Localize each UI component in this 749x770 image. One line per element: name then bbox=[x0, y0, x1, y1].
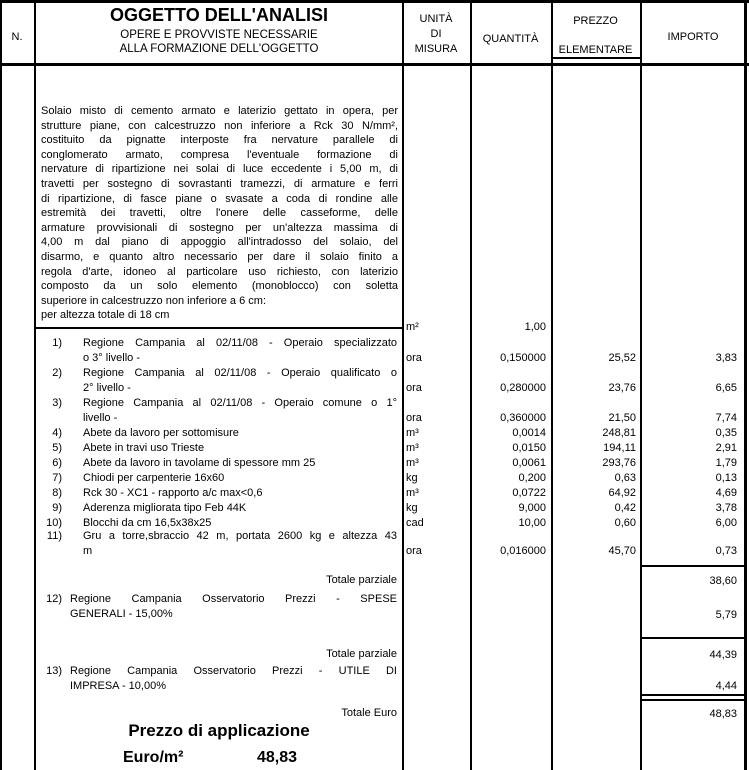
item-description: Abete in travi uso Trieste bbox=[83, 442, 205, 454]
amount-cell: 4,44 bbox=[715, 680, 737, 692]
price-cell: 0,42 bbox=[614, 502, 636, 514]
item-number: 3) bbox=[52, 397, 62, 409]
quantity-cell: 0,0061 bbox=[512, 457, 546, 469]
column-header-unit-line1: UNITÀ bbox=[419, 13, 453, 25]
amount-total-double-rule-b bbox=[640, 699, 746, 701]
quantity-cell: 10,00 bbox=[518, 517, 546, 529]
amount-cell: 44,39 bbox=[709, 649, 737, 661]
item-description: Regione Campania al 02/11/08 - Operaio specializzato bbox=[83, 337, 397, 349]
quantity-cell: 1,00 bbox=[524, 321, 546, 333]
quantity-cell: 0,280000 bbox=[500, 382, 546, 394]
price-cell: 194,11 bbox=[603, 442, 636, 454]
unit-cell: m³ bbox=[406, 442, 419, 454]
item-description: Gru a torre,sbraccio 42 m, portata 2600 kg e altezza 43 bbox=[83, 530, 397, 542]
item-description: Regione Campania Osservatorio Prezzi - UTILE DI bbox=[70, 665, 397, 677]
amount-cell: 3,78 bbox=[715, 502, 737, 514]
price-cell: 293,76 bbox=[602, 457, 636, 469]
partial-total-label: Totale parziale bbox=[326, 648, 397, 660]
item-description: Abete da lavoro per sottomisure bbox=[83, 427, 239, 439]
item-description: Abete da lavoro in tavolame di spessore mm 25 bbox=[83, 457, 316, 469]
item-description-cont: livello - bbox=[83, 412, 118, 424]
description-line: di ripartizione, di fasce piane o svasate a coda di rondine alle bbox=[41, 192, 398, 205]
column-header-unit-line3: MISURA bbox=[414, 43, 458, 55]
description-line: costituito da pignatte interposte fra nervature parallele di bbox=[41, 134, 398, 147]
item-number: 12) bbox=[46, 593, 62, 605]
page-subtitle-line2: ALLA FORMAZIONE DELL'OGGETTO bbox=[119, 43, 319, 55]
description-line: armature provvisionali di sostegno per un'altezza massima di bbox=[41, 221, 398, 234]
item-description-cont: m bbox=[83, 545, 93, 557]
column-header-unit-line2: DI bbox=[430, 28, 442, 40]
description-line: disarmo, e quanto altro necessario per dare il solaio finito a bbox=[41, 250, 398, 263]
amount-cell: 7,74 bbox=[715, 412, 737, 424]
amount-cell: 1,79 bbox=[715, 457, 737, 469]
description-line: strutture piane, con calcestruzzo non inferiore a Rck 30 N/mm², bbox=[41, 119, 398, 132]
item-description: Regione Campania al 02/11/08 - Operaio qualificato o bbox=[83, 367, 397, 379]
amount-cell: 4,69 bbox=[715, 487, 737, 499]
item-description: Rck 30 - XC1 - rapporto a/c max<0,6 bbox=[83, 487, 263, 499]
quantity-cell: 9,000 bbox=[518, 502, 546, 514]
total-euro-label: Totale Euro bbox=[341, 707, 397, 719]
quantity-cell: 0,360000 bbox=[500, 412, 546, 424]
item-number: 7) bbox=[52, 472, 62, 484]
amount-cell: 38,60 bbox=[709, 575, 737, 587]
unit-cell: ora bbox=[406, 352, 422, 364]
item-description: Chiodi per carpenterie 16x60 bbox=[83, 472, 225, 484]
unit-cell: m² bbox=[406, 321, 419, 333]
item-description-cont: IMPRESA - 10,00% bbox=[70, 680, 166, 692]
unit-cell: m³ bbox=[406, 487, 419, 499]
quantity-cell: 0,200 bbox=[518, 472, 546, 484]
partial-total-label: Totale parziale bbox=[326, 574, 397, 586]
page-title: OGGETTO DELL'ANALISI bbox=[110, 5, 328, 25]
page-subtitle-line1: OPERE E PROVVISTE NECESSARIE bbox=[120, 29, 318, 41]
price-header-cell-rule bbox=[551, 57, 640, 59]
item-number: 11) bbox=[46, 530, 62, 542]
header-bottom-rule bbox=[0, 63, 749, 66]
column-header-quantity: QUANTITÀ bbox=[482, 33, 539, 45]
price-cell: 23,76 bbox=[608, 382, 636, 394]
amount-cell: 5,79 bbox=[715, 609, 737, 621]
column-header-amount: IMPORTO bbox=[667, 31, 719, 43]
column-header-price-line2: ELEMENTARE bbox=[558, 44, 633, 56]
amount-cell: 6,00 bbox=[715, 517, 737, 529]
unit-cell: kg bbox=[406, 472, 418, 484]
item-description-cont: 2° livello - bbox=[83, 382, 131, 394]
item-description: Aderenza migliorata tipo Feb 44K bbox=[83, 502, 247, 514]
description-line: estremità dei travetti, oltre l'onere delle casseforme, delle bbox=[41, 207, 398, 220]
unit-cell: m³ bbox=[406, 427, 419, 439]
amount-subtotal-rule-2 bbox=[640, 637, 746, 639]
item-number: 8) bbox=[52, 487, 62, 499]
quantity-cell: 0,016000 bbox=[500, 545, 546, 557]
item-number: 9) bbox=[52, 502, 62, 514]
unit-price-label: Euro/m² bbox=[123, 749, 184, 766]
description-line: travetti per sostegno di sovrastanti tramezzi, di armature e ferri bbox=[41, 177, 398, 190]
amount-cell: 0,35 bbox=[715, 427, 737, 439]
amount-total-double-rule-a bbox=[640, 694, 746, 696]
amount-cell: 6,65 bbox=[715, 382, 737, 394]
item-description: Regione Campania al 02/11/08 - Operaio comune o 1° bbox=[83, 397, 397, 409]
unit-cell: ora bbox=[406, 412, 422, 424]
item-number: 4) bbox=[52, 427, 62, 439]
quantity-cell: 0,0722 bbox=[512, 487, 546, 499]
price-cell: 64,92 bbox=[608, 487, 636, 499]
amount-cell: 3,83 bbox=[715, 352, 737, 364]
unit-cell: m³ bbox=[406, 457, 419, 469]
price-cell: 0,60 bbox=[614, 517, 636, 529]
description-line: 4,00 m dal piano di appoggio all'intradosso del solaio, del bbox=[41, 236, 398, 249]
price-cell: 21,50 bbox=[608, 412, 636, 424]
item-number: 5) bbox=[52, 442, 62, 454]
item-description: Blocchi da cm 16,5x38x25 bbox=[83, 517, 212, 529]
item-description: Regione Campania Osservatorio Prezzi - SPESE bbox=[70, 593, 397, 605]
description-line: Solaio misto di cemento armato e laterizio gettato in opera, per bbox=[41, 105, 398, 117]
description-bottom-rule bbox=[34, 327, 402, 329]
price-cell: 248,81 bbox=[602, 427, 636, 439]
amount-cell: 2,91 bbox=[715, 442, 737, 454]
item-number: 13) bbox=[46, 665, 62, 677]
item-number: 6) bbox=[52, 457, 62, 469]
item-number: 10) bbox=[46, 517, 62, 529]
description-line: nervature di ripartizione nei solai di luce eccedente i 5,00 m, di bbox=[41, 163, 398, 176]
quantity-cell: 0,150000 bbox=[500, 352, 546, 364]
application-price-label: Prezzo di applicazione bbox=[128, 721, 310, 740]
description-line: superiore in calcestruzzo non inferiore a 6 cm: bbox=[41, 294, 266, 307]
column-header-n: N. bbox=[11, 31, 23, 43]
unit-cell: ora bbox=[406, 545, 422, 557]
quantity-cell: 0,0014 bbox=[512, 427, 546, 439]
item-description-cont: GENERALI - 15,00% bbox=[70, 608, 173, 620]
price-cell: 25,52 bbox=[608, 352, 636, 364]
amount-subtotal-rule-1 bbox=[640, 565, 746, 567]
amount-cell: 0,73 bbox=[715, 545, 737, 557]
column-header-price-line1: PREZZO bbox=[573, 15, 618, 27]
price-cell: 45,70 bbox=[608, 545, 636, 557]
item-number: 2) bbox=[52, 367, 62, 379]
unit-cell: cad bbox=[406, 517, 424, 529]
description-line: conglomerato armato, compresa l'eventuale formazione di bbox=[41, 148, 398, 161]
description-line: regola d'arte, idoneo al particolare uso richiesto, con laterizio bbox=[41, 265, 398, 278]
item-number: 1) bbox=[52, 337, 62, 349]
unit-price-value: 48,83 bbox=[257, 749, 298, 766]
work-description bbox=[41, 104, 398, 323]
price-cell: 0,63 bbox=[614, 472, 636, 484]
amount-cell: 48,83 bbox=[709, 708, 737, 720]
unit-cell: ora bbox=[406, 382, 422, 394]
amount-cell: 0,13 bbox=[715, 472, 737, 484]
table-border-top bbox=[0, 0, 749, 3]
description-line: composto da un solo elemento (monoblocco) con soletta bbox=[41, 280, 398, 293]
item-description-cont: o 3° livello - bbox=[83, 352, 140, 364]
description-line: per altezza totale di 18 cm bbox=[41, 309, 170, 322]
unit-cell: kg bbox=[406, 502, 418, 514]
quantity-cell: 0,0150 bbox=[512, 442, 546, 454]
